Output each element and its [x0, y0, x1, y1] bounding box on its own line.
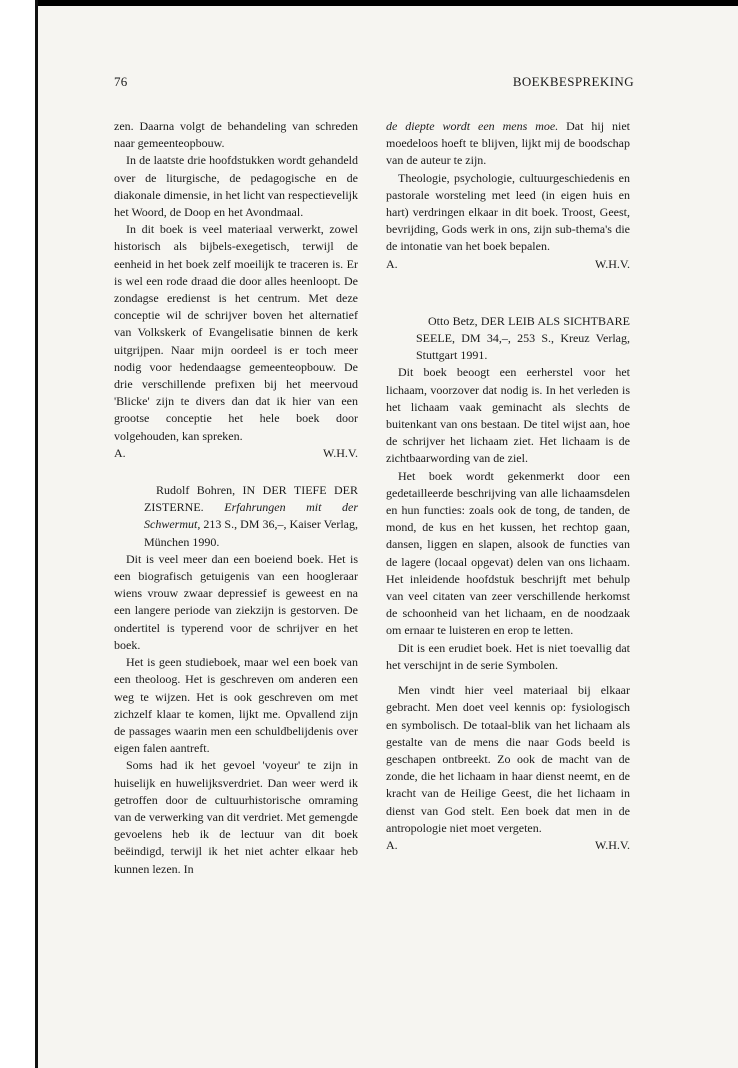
review-heading-details: 213 S., DM 36,–, Kaiser Verlag, München 1990. — [144, 517, 358, 549]
section-title: BOEKBESPREKING — [512, 74, 634, 89]
signature-author: W.H.V. — [322, 445, 358, 460]
paragraph: Men vindt hier veel materiaal bij elkaar gebracht. Men doet veel kennis op: fysiologisch en symbolisch. De totaal-blik van het lichaam als gestalte van de mens die naar Gods beeld is geschapen ontbreekt. Zo ook de macht van de zonde, die het lichaam in haar dienst neemt, en de kracht van de Heilige Geest, die het lichaam in dienst van God stelt. Een boek dat men in de antropologie niet moet vergeten. — [386, 683, 630, 835]
paragraph-text: Dat hij niet moedeloos hoeft te blijven, lijkt mij de boodschap van de auteur te zijn. — [386, 119, 630, 168]
signature-initial: A. — [386, 837, 398, 852]
signature-author: W.H.V. — [594, 256, 630, 271]
review-heading: Otto Betz, DER LEIB ALS SICHTBARE SEELE, DM 34,–, 253 S., Kreuz Verlag, Stuttgart 1991. — [416, 313, 630, 363]
page-number: 76 — [114, 74, 128, 89]
paragraph: Dit boek beoogt een eerherstel voor het lichaam, voorzover dat nodig is. In het verleden is het lichaam vaak geminacht als slechts de buitenkant van ons bestaan. De titel wijst aan, hoe de schrijver het lichaam ziet. Het lichaam is de zichtbaarwording van de ziel. — [386, 365, 630, 466]
signature-initial: A. — [114, 445, 126, 460]
paragraph: In de laatste drie hoofdstukken wordt gehandeld over de liturgische, de pedagogische en de diakonale dimensie, in het licht van respectievelijk het Woord, de Doop en het Avondmaal. — [114, 153, 358, 220]
paragraph: zen. Daarna volgt de behandeling van schreden naar gemeenteopbouw. — [114, 119, 358, 151]
paragraph: Het boek wordt gekenmerkt door een gedetailleerde beschrijving van alle lichaamsdelen en hun functies: zoals ook de tong, de tanden, de mond, de kus en het kussen, het rechtop gaan, dansen, liggen en slapen, alsook de functies van de lagere (locaal opgevat) delen van ons lichaam. Het inleidende hoofdstuk beschrijft met behulp van veel citaten van zeer verschillende herkomst de schoonheid van het lichaam, en de noodzaak om ernaar te luisteren en erop te letten. — [386, 468, 630, 638]
paragraph: In dit boek is veel materiaal verwerkt, zowel historisch als bijbels-exegetisch, terwijl de eenheid in het boek zelf moeilijk te traceren is. Er is wel een rode draad die door alles heenloopt. De zondagse eredienst is het centrum. Met deze conceptie wil de schrijver boven het alternatief van Volkskerk of Evangelisatie binnen de kerk uitgrijpen. Naar mijn oordeel is er toch meer nodig voor hedendaagse gemeenteopbouw. De drie verschillende prefixen bij het meervoud 'Blicke' zijn te divers dan dat ik hier van een grootse conceptie het hele boek door volgehouden, kan spreken. — [114, 222, 358, 443]
paragraph: Dit is een erudiet boek. Het is niet toevallig dat het verschijnt in de serie Symbolen. — [386, 640, 630, 672]
paragraph-emphasis: de diepte wordt een mens moe. — [386, 119, 559, 133]
paragraph: Soms had ik het gevoel 'voyeur' te zijn in huiselijk en huwelijksverdriet. Dan weer werd ik getroffen door de cultuurhistorische omraming van de verwerking van dit verdriet. Met gemengde gevoelens heb ik de lectuur van dit boek beëindigd, terwijl ik het niet achter elkaar heb kunnen lezen. In — [114, 758, 358, 876]
review-heading-title: Rudolf Bohren, IN DER TIEFE DER ZISTERNE. — [144, 483, 358, 515]
paragraph: Dit is veel meer dan een boeiend boek. Het is een biografisch getuigenis van een hoogleraar wiens vrouw zwaar depressief is geweest en na een langere periode van ziekzijn is gestorven. De ondertitel is typerend voor de schrijver en het boek. — [114, 551, 358, 652]
left-column — [114, 118, 358, 878]
review-signature — [386, 837, 630, 854]
signature-initial: A. — [386, 256, 398, 271]
paragraph — [386, 118, 630, 170]
right-column — [386, 118, 630, 854]
paragraph: Theologie, psychologie, cultuurgeschiedenis en pastorale worsteling met leed (in eigen huis en hart) verdringen elkaar in dit boek. Troost, Geest, bevrijding, Gods werk in ons, zijn sub-thema's die de intonatie van het boek bepalen. — [386, 170, 630, 254]
review-signature — [114, 445, 358, 462]
review-signature — [386, 256, 630, 273]
review-heading — [114, 482, 358, 551]
review-heading-subtitle: Erfahrungen mit der Schwermut, — [144, 500, 358, 532]
paragraph: Het is geen studieboek, maar wel een boek van een theoloog. Het is geschreven om anderen een weg te wijzen. Het is ook geschreven om met zichzelf klaar te komen, lijkt me. Opvallend zijn de passages waarin men een schuldbelijdenis over eigen falen aantreft. — [114, 655, 358, 756]
signature-author: W.H.V. — [594, 837, 630, 852]
